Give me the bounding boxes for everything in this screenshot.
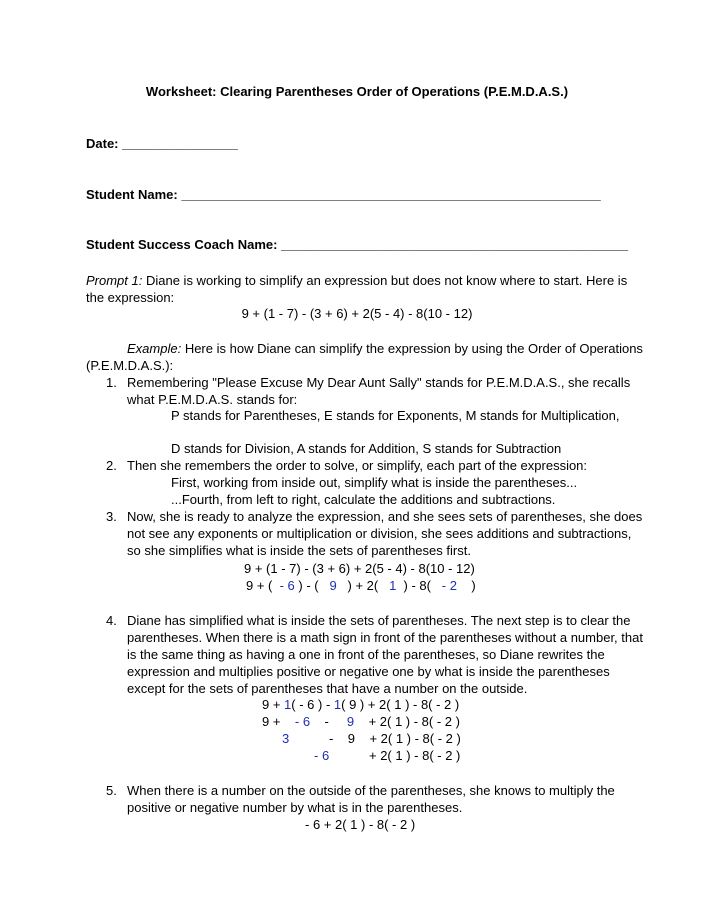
highlight-value: 1 — [284, 697, 292, 712]
step-5-equation: - 6 + 2( 1 ) - 8( - 2 ) — [305, 817, 416, 832]
highlight-value: 1 — [389, 578, 397, 593]
step-3-equation-2: 9 + ( - 6 ) - ( 9 ) + 2( 1 ) - 8( - 2 ) — [246, 578, 476, 593]
prompt-text: Diane is working to simplify an expression but does not know where to start. Here is the expression: — [86, 273, 628, 305]
highlight-value: 9 — [329, 578, 337, 593]
step-2-text: Then she remembers the order to solve, or simplify, each part of the expression: — [127, 458, 588, 473]
step-1-sub-1: P stands for Parentheses, E stands for Exponents, M stands for Multiplication, — [171, 408, 620, 423]
step-4-line-3-value: 3 — [282, 731, 290, 746]
highlight-value: - 6 — [279, 578, 295, 593]
student-name-field[interactable]: Student Name: __________________________________________________________ — [86, 187, 601, 202]
step-2-sub-1: First, working from inside out, simplify what is inside the parentheses... — [171, 475, 578, 490]
example-paragraph — [86, 340, 646, 374]
step-1-text: Remembering "Please Excuse My Dear Aunt Sally" stands for P.E.M.D.A.S., she recalls what P.E.M.D.A.S. stands for: — [127, 375, 631, 407]
step-3-number: 3. — [106, 509, 117, 524]
highlight-value: - 6 — [294, 714, 311, 729]
step-3-equation-1: 9 + (1 - 7) - (3 + 6) + 2(5 - 4) - 8(10 - 12) — [244, 561, 475, 576]
step-2-number: 2. — [106, 458, 117, 473]
example-label: Example: — [127, 341, 182, 356]
step-4-line-4-value: - 6 — [314, 748, 330, 763]
highlight-value: - 2 — [441, 578, 457, 593]
step-4-line-4-rest: + 2( 1 ) - 8( - 2 ) — [369, 748, 461, 763]
prompt-paragraph — [86, 272, 646, 306]
step-5-number: 5. — [106, 783, 117, 798]
step-4-line-2: 9 + - 6 - 9 + 2( 1 ) - 8( - 2 ) — [262, 714, 460, 729]
coach-name-field[interactable]: Student Success Coach Name: ________________________________________________ — [86, 237, 629, 252]
step-5-text: When there is a number on the outside of the parentheses, she knows to multiply the positive or negative number by what is in the parentheses. — [127, 783, 615, 815]
highlight-value: 9 — [346, 714, 355, 729]
step-1-sub-2: D stands for Division, A stands for Addition, S stands for Subtraction — [171, 441, 562, 456]
highlight-value: 1 — [333, 697, 342, 712]
example-text: Here is how Diane can simplify the expression by using the Order of Operations (P.E.M.D.A.S.): — [86, 341, 643, 373]
step-4-line-1: 9 + 1( - 6 ) - 1( 9 ) + 2( 1 ) - 8( - 2 ) — [262, 697, 460, 712]
date-field[interactable]: Date: ________________ — [86, 136, 238, 151]
step-2-sub-2: ...Fourth, from left to right, calculate the additions and subtractions. — [171, 492, 556, 507]
page-title: Worksheet: Clearing Parentheses Order of Operations (P.E.M.D.A.S.) — [145, 84, 569, 99]
step-3-text: Now, she is ready to analyze the expression, and she sees sets of parentheses, she does not see any exponents or multiplication or division, she sees additions and subtractions, so she simplifies what is inside the sets of parentheses first. — [127, 509, 643, 558]
step-4-number: 4. — [106, 613, 117, 628]
step-4-text: Diane has simplified what is inside the sets of parentheses. The next step is to clear the parentheses. When there is a math sign in front of the parentheses without a number, that is the same thing as having a one in front of the parentheses, so Diane rewrites the expression and multiplies positive or negative one by what is inside the parentheses except for the sets of parentheses that have a number on the outside. — [127, 613, 643, 696]
step-1-number: 1. — [106, 375, 117, 390]
step-4-line-3-rest: - 9 + 2( 1 ) - 8( - 2 ) — [329, 731, 461, 746]
prompt-label: Prompt 1: — [86, 273, 143, 288]
prompt-expression: 9 + (1 - 7) - (3 + 6) + 2(5 - 4) - 8(10 - 12) — [241, 306, 473, 321]
